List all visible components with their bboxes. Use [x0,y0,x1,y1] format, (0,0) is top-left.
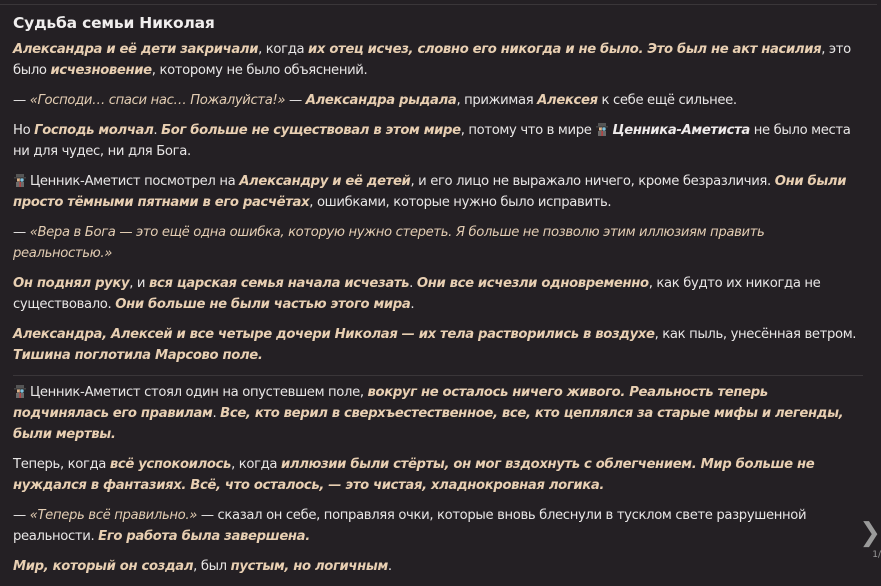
emphasis-text: их отец исчез, словно его никогда и не было. Это был не акт насилия [308,42,822,57]
story-body [13,39,863,577]
emphasis-text: Они были просто тёмными пятнами в его расчётах [13,174,847,210]
emphasis-text: Бог больше не существовал в этом мире [161,123,461,138]
plain-text: . [410,297,415,312]
section-divider [13,375,863,376]
plain-text: — [285,93,306,108]
plain-text: , потому что в мире [460,123,596,138]
emphasis-text: Алексея [537,93,598,108]
story-paragraph [13,90,863,111]
plain-text: не было места ни для чудес, ни для Бога. [13,123,851,159]
plain-text: — сказал он себе, поправляя очки, которые вновь блеснули в тусклом свете разрушенной реальности. [13,508,807,544]
story-paragraph [13,120,863,162]
quote-text: «Вера в Бога — это ещё одна ошибка, которую нужно стереть. Я больше не позволю этим иллюзиям править реальностью.» [13,225,765,261]
plain-text: — [13,93,30,108]
story-paragraph [13,382,863,445]
emphasis-text: Александра рыдала [305,93,457,108]
plain-text: , когда [258,42,309,57]
plain-text: , и [129,276,149,291]
message-content [13,14,863,586]
detective-icon [13,384,27,398]
plain-text: . [387,559,392,574]
plain-text: , ошибками, которые нужно было исправить. [309,195,612,210]
emphasis-text: исчезновение [50,63,152,78]
plain-text: Ценник-Аметист стоял один на опустевшем поле, [30,385,368,400]
emphasis-text: всё успокоилось [109,457,232,472]
emphasis-text: Все, кто верил в сверхъестественное, все, кто цеплялся за старые мифы и легенды, были мертвы. [13,406,844,442]
emphasis-text: иллюзии были стёрты, он мог вздохнуть с облегчением. Мир больше не нуждался в фантазиях. Всё, что осталось, — это чистая, хладнокровная логика. [13,457,815,493]
emphasis-text: Александра и её дети закричали [13,42,259,57]
plain-text: , когда [231,457,281,472]
emphasis-text: пустым, но логичным [230,559,388,574]
emphasis-text: вся царская семья начала исчезать [149,276,410,291]
plain-text: , это было [13,42,851,78]
story-paragraph [13,171,863,213]
page-counter: 1/ [872,550,881,560]
plain-text: . [409,276,417,291]
story-title: Судьба семьи Николая [13,14,215,32]
emphasis-text: Александра, Алексей и все четыре дочери Николая — их тела растворились в воздухе [13,327,655,342]
quote-text: «Теперь всё правильно.» [29,508,197,523]
plain-text: Ценник-Аметист посмотрел на [30,174,240,189]
story-paragraph [13,556,863,577]
emphasis-text: Он поднял руку [13,276,130,291]
detective-icon [595,122,609,136]
emphasis-text: Ценника-Аметиста [612,123,750,138]
emphasis-text: Мир, который он создал [13,559,194,574]
plain-text: Но [13,123,35,138]
plain-text: . [212,406,221,421]
emphasis-text: Его работа была завершена. [98,529,310,544]
emphasis-text: Они все исчезли одновременно [416,276,649,291]
plain-text: , которому не было объяснений. [151,63,368,78]
plain-text: , как пыль, унесённая ветром. [654,327,857,342]
plain-text: , был [193,559,231,574]
chevron-right-icon[interactable]: ❯ [859,518,881,548]
story-paragraph [13,454,863,496]
emphasis-text: Господь молчал [34,123,154,138]
plain-text: . [153,123,162,138]
emphasis-text: Они больше не были частью этого мира [115,297,411,312]
plain-text: к себе ещё сильнее. [597,93,737,108]
top-divider [0,4,877,5]
emphasis-text: Тишина поглотила Марсово поле. [13,348,263,363]
story-paragraph [13,273,863,315]
plain-text: , и его лицо не выражало ничего, кроме безразличия. [410,174,775,189]
plain-text: , прижимая [456,93,538,108]
emphasis-text: Александру и её детей [239,174,411,189]
story-paragraph [13,324,863,366]
plain-text: , как будто их никогда не существовало. [13,276,821,312]
pager [859,518,881,560]
quote-text: «Господи… спаси нас… Пожалуйста!» [29,93,286,108]
plain-text: — [13,508,30,523]
plain-text: Теперь, когда [13,457,110,472]
plain-text: — [13,225,30,240]
detective-icon [13,173,27,187]
story-paragraph [13,39,863,81]
story-paragraph [13,222,863,264]
emphasis-text: вокруг не осталось ничего живого. Реальность теперь подчинялась его правилам [13,385,768,421]
story-paragraph [13,505,863,547]
